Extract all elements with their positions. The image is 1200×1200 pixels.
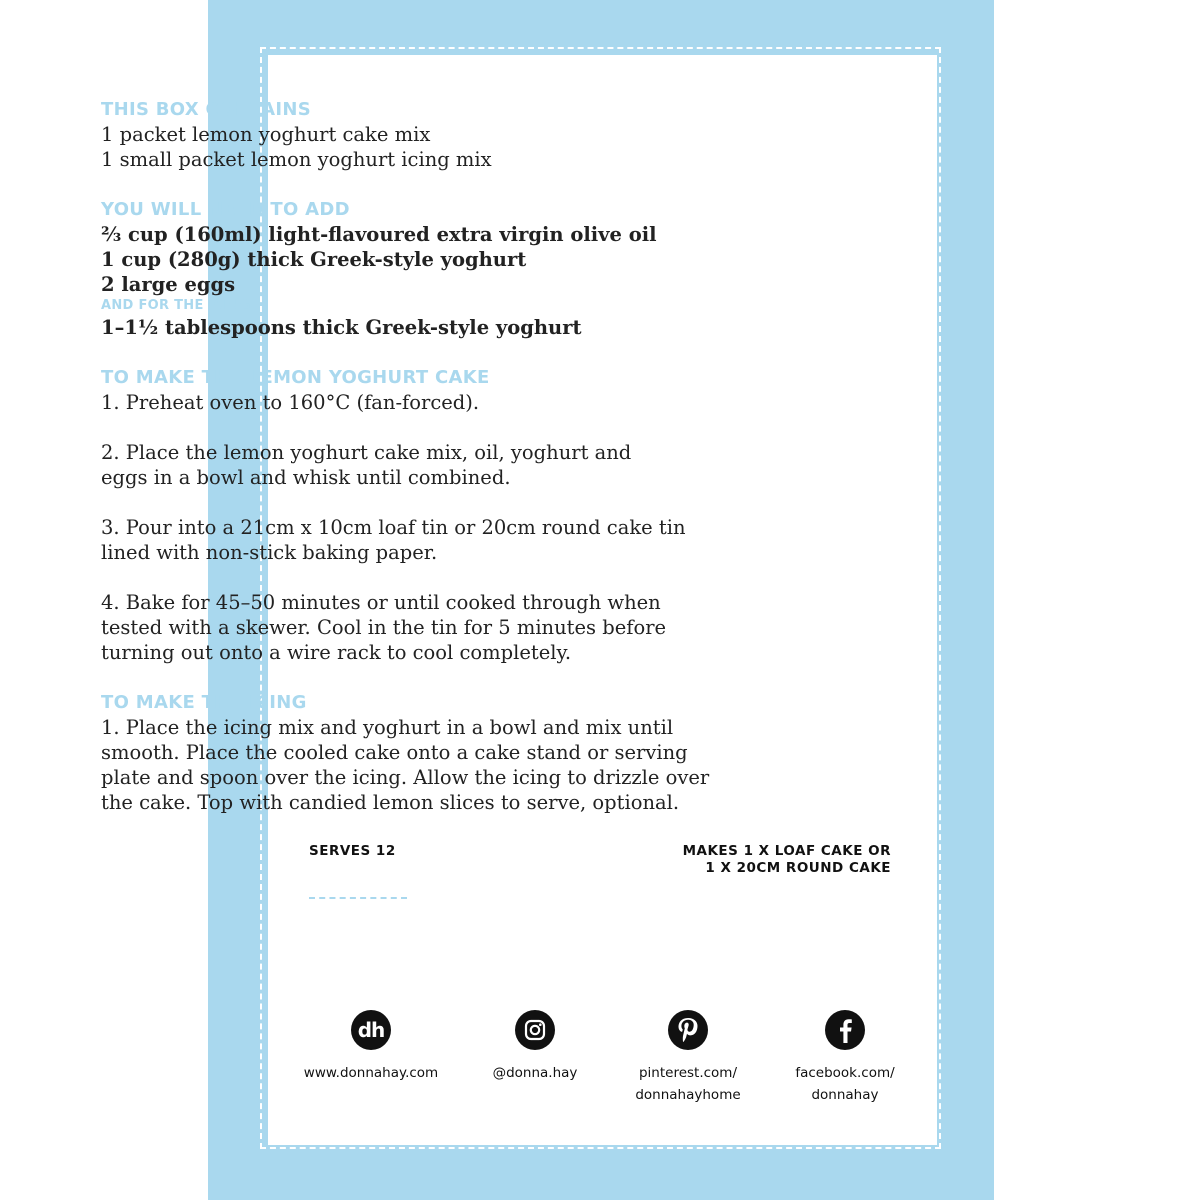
make-icing-heading: TO MAKE THE ICING: [101, 692, 307, 713]
dh-logo-icon: dh: [351, 1010, 391, 1050]
step-line: turning out onto a wire rack to cool completely.: [101, 641, 572, 664]
ingredient-item: 2 large eggs: [101, 273, 236, 296]
ingredient-item: 1 cup (280g) thick Greek-style yoghurt: [101, 248, 527, 271]
need-to-add-heading: YOU WILL NEED TO ADD: [101, 199, 350, 220]
social-line: pinterest.com/: [638, 1065, 738, 1081]
box-item: 1 packet lemon yoghurt cake mix: [101, 123, 431, 146]
cake-step: [101, 390, 691, 415]
box-item: 1 small packet lemon yoghurt icing mix: [101, 148, 492, 171]
step-line: 3. Pour into a 21cm x 10cm loaf tin or 20cm round cake tin: [101, 516, 686, 539]
step-line: tested with a skewer. Cool in the tin for 5 minutes before: [101, 616, 667, 639]
social-line: donnahay: [811, 1087, 879, 1103]
step-line: 1. Preheat oven to 160°C (fan-forced).: [101, 391, 480, 414]
facebook-link[interactable]: [770, 1010, 920, 1106]
social-line: @donna.hay: [492, 1065, 578, 1081]
pinterest-link[interactable]: [613, 1010, 763, 1106]
instagram-link[interactable]: [460, 1010, 610, 1084]
step-line: lined with non-stick baking paper.: [101, 541, 438, 564]
divider: [309, 897, 407, 899]
website-link[interactable]: [296, 1010, 446, 1084]
makes-line: 1 X 20CM ROUND CAKE: [705, 860, 891, 876]
ingredient-item: ⅔ cup (160ml) light-flavoured extra virgin olive oil: [101, 223, 657, 246]
serves-text: SERVES 12: [309, 843, 396, 859]
icing-ingredient-item: 1–1½ tablespoons thick Greek-style yoghurt: [101, 316, 582, 339]
step-line: 2. Place the lemon yoghurt cake mix, oil, yoghurt and: [101, 441, 632, 464]
makes-line: MAKES 1 X LOAF CAKE OR: [682, 843, 891, 859]
icing-step-line: smooth. Place the cooled cake onto a cake stand or serving: [101, 741, 688, 764]
facebook-icon: [825, 1010, 865, 1050]
social-line: donnahayhome: [635, 1087, 741, 1103]
cake-step: [101, 515, 691, 565]
recipe-content: [101, 98, 710, 815]
icing-step-line: 1. Place the icing mix and yoghurt in a bowl and mix until: [101, 716, 674, 739]
cake-step: [101, 590, 691, 665]
step-line: 4. Bake for 45–50 minutes or until cooked through when: [101, 591, 661, 614]
make-cake-heading: TO MAKE THE LEMON YOGHURT CAKE: [101, 367, 490, 388]
cake-step: [101, 440, 691, 490]
step-line: eggs in a bowl and whisk until combined.: [101, 466, 511, 489]
social-line: facebook.com/: [795, 1065, 895, 1081]
instagram-icon: [515, 1010, 555, 1050]
social-line: www.donnahay.com: [303, 1065, 439, 1081]
pinterest-icon: [668, 1010, 708, 1050]
icing-step-line: plate and spoon over the icing. Allow the icing to drizzle over: [101, 766, 710, 789]
icing-step-line: the cake. Top with candied lemon slices to serve, optional.: [101, 791, 680, 814]
box-contains-heading: THIS BOX CONTAINS: [101, 99, 312, 120]
icing-subheading: AND FOR THE ICING: [101, 298, 251, 313]
makes-text: [600, 843, 891, 877]
